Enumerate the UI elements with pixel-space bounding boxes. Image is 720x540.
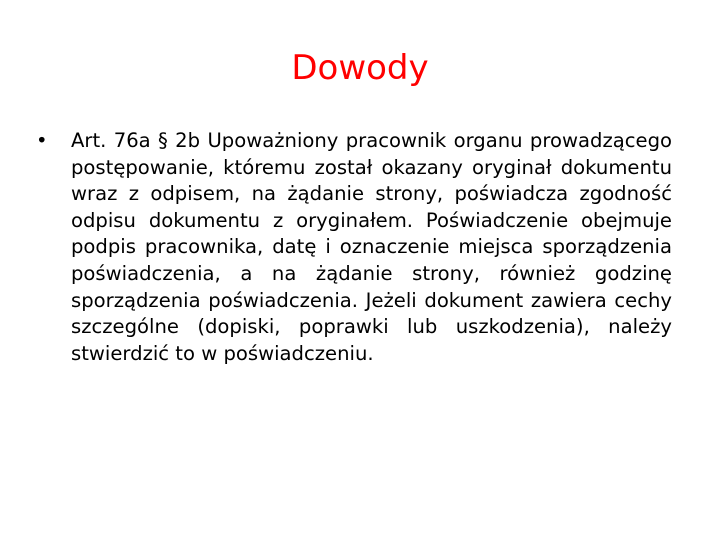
list-item-text: Art. 76a § 2b Upoważniony pracownik organu prowadzącego postępowanie, któremu został okazany oryginał dokumentu wraz z odpisem, na żądanie strony, poświadcza zgodność odpisu dokumentu z oryginałem. Poświadczenie obejmuje podpis pracownika, datę i oznaczenie miejsca sporządzenia poświadczenia, a na żądanie strony, również godzinę sporządzenia poświadczenia. Jeżeli dokument zawiera cechy szczególne (dopiski, poprawki lub uszkodzenia), należy stwierdzić to w poświadczeniu. — [71, 129, 672, 365]
bullet-icon: • — [36, 129, 48, 152]
list-item — [36, 128, 672, 367]
bullet-list — [36, 128, 672, 367]
slide-title: Dowody — [291, 48, 429, 88]
